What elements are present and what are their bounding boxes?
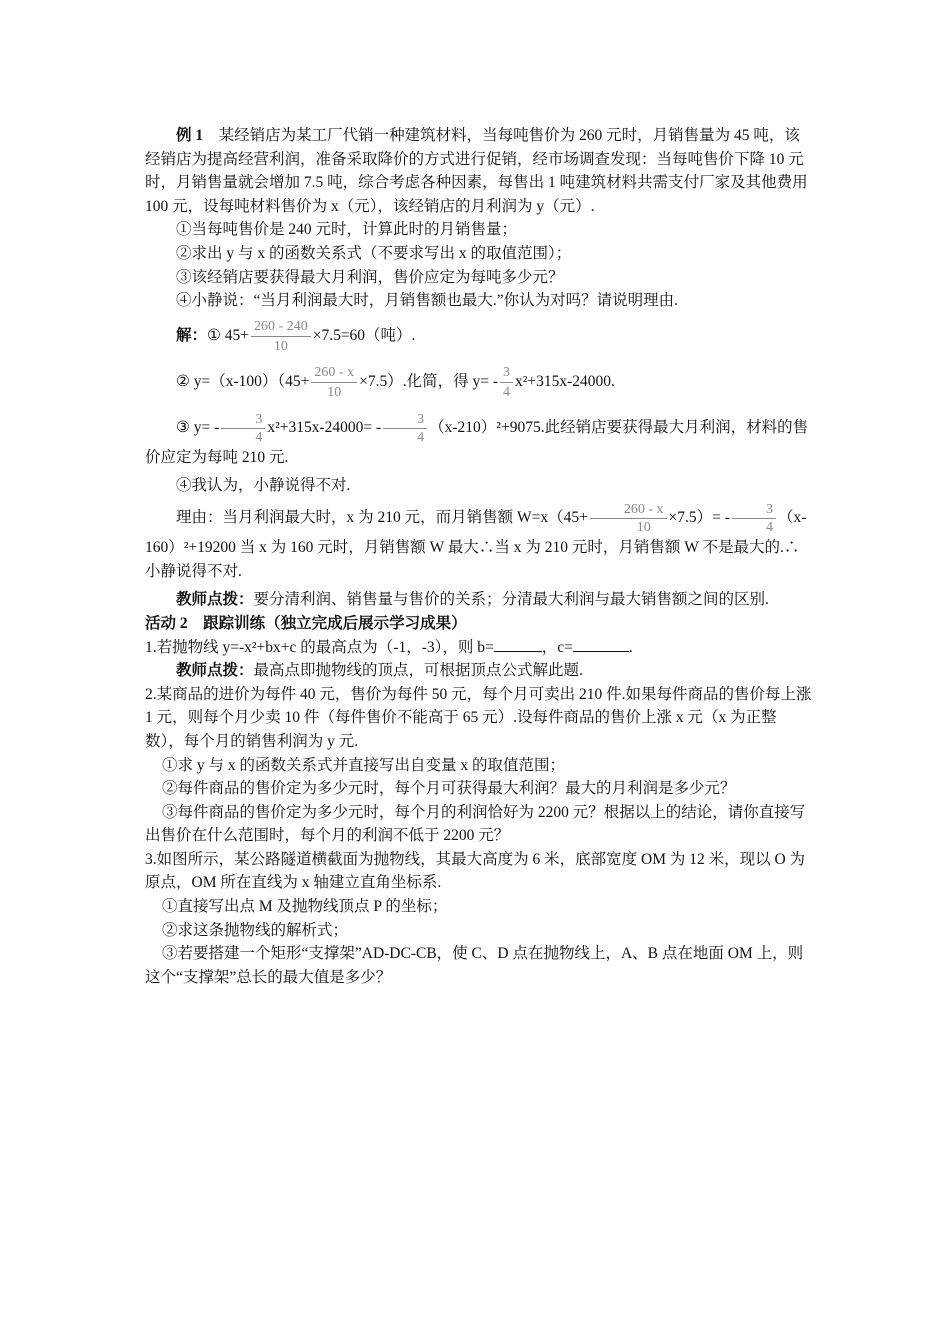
problem-1-pre: 1.若抛物线 y=-x²+bx+c 的最高点为（-1，-3），则 b= [145, 638, 494, 656]
teacher-tip-2 [145, 659, 813, 683]
problem-2-question-3: ③每件商品的售价定为多少元时，每个月的利润恰好为 2200 元？根据以上的结论，请你直接写出售价在什么范围时，每个月的利润不低于 2200 元？ [145, 803, 806, 845]
problem-1-mid: ，c= [541, 638, 573, 656]
fraction [732, 501, 776, 536]
solution-2-mid: ×7.5）.化简，得 y= - [359, 372, 498, 390]
teacher-tip-label: 教师点拨： [176, 591, 254, 609]
fraction-denominator: 4 [765, 520, 773, 536]
fraction-denominator: 4 [417, 429, 425, 445]
fraction-numerator: 3 [732, 501, 776, 519]
teacher-tip-label: 教师点拨： [176, 662, 254, 680]
solution-step-4: ④我认为，小静说得不对. [176, 476, 351, 494]
fraction-numerator: 260 - x [311, 363, 357, 383]
fraction-numerator: 3 [221, 411, 265, 429]
fraction-denominator: 10 [273, 338, 288, 354]
fraction [500, 363, 513, 402]
fraction-numerator: 260 - 240 [251, 317, 311, 337]
solution-1-pre: ① 45+ [207, 326, 250, 344]
reason-pre: 理由：当月利润最大时，x 为 210 元，而月销售额 W=x（45+ [176, 509, 588, 527]
problem-3-question-1: ①直接写出点 M 及抛物线顶点 P 的坐标； [162, 898, 448, 916]
fraction [590, 501, 667, 536]
fraction [383, 411, 427, 446]
solution-step-1 [145, 313, 813, 359]
solution-step-3 [145, 411, 813, 470]
solution-step-2 [145, 359, 813, 405]
example1-question-2: ②求出 y 与 x 的函数关系式（不要求写出 x 的取值范围）； [176, 244, 572, 262]
solution-1-post: ×7.5=60（吨）. [312, 326, 416, 344]
example1-label: 例 1 [176, 127, 204, 144]
fraction-denominator: 10 [636, 520, 651, 536]
fraction-denominator: 4 [255, 429, 263, 445]
example1-paragraph [145, 124, 813, 218]
solution-label: 解： [176, 326, 208, 344]
solution-3-post: （x-210）²+9075.此经销店要获得最大月利润，材料的售价应定为每吨 210 元. [145, 418, 809, 466]
fraction-numerator: 3 [500, 363, 513, 383]
problem-3-question-3: ③若要搭建一个矩形“支撑架”AD-DC-CB，使 C、D 点在抛物线上，A、B 点在地面 OM 上，则这个“支撑架”总长的最大值是多少？ [145, 945, 804, 986]
fraction [311, 363, 357, 402]
example1-question-1: ①当每吨售价是 240 元时，计算此时的月销售量； [176, 221, 518, 239]
fraction-denominator: 10 [327, 384, 342, 400]
fraction [251, 317, 311, 356]
document-page [145, 124, 813, 989]
solution-2-post: x²+315x-24000. [515, 372, 615, 390]
fraction-denominator: 4 [503, 384, 510, 400]
reason-post: （x-160）²+19200 当 x 为 160 元时，月销售额 W 最大∴当 x 为 210 元时，月销售额 W 不是最大的.∴小静说得不对. [145, 509, 807, 581]
example1-question-3: ③该经销店要获得最大月利润，售价应定为每吨多少元？ [176, 268, 564, 286]
answer-blank-b[interactable] [494, 637, 542, 652]
teacher-tip-text: 最高点即抛物线的顶点，可根据顶点公式解此题. [253, 662, 583, 680]
fraction-numerator: 260 - x [590, 501, 667, 519]
problem-1-post: . [628, 638, 633, 656]
example1-question-4: ④小静说：“当月利润最大时，月销售额也最大.”你认为对吗？请说明理由. [176, 292, 679, 310]
problem-2: 2.某商品的进价为每件 40 元，售价为每件 50 元，每个月可卖出 210 件.如果每件商品的售价每上涨 1 元，则每个月少卖 10 件（每件售价不能高于 65 元）.设每件商品的售价上涨 x 元（x 为正整数），每个月的销售利润为 y 元. [145, 685, 812, 750]
problem-1 [145, 636, 813, 660]
solution-3-mid: x²+315x-24000= - [267, 418, 382, 436]
teacher-tip-1 [145, 588, 813, 612]
answer-blank-c[interactable] [573, 637, 629, 652]
fraction-numerator: 3 [383, 411, 427, 429]
problem-2-question-1: ①求 y 与 x 的函数关系式并直接写出自变量 x 的取值范围； [162, 756, 566, 774]
activity2-title-text: 活动 2 跟踪训练（独立完成后展示学习成果） [145, 614, 467, 632]
example1-text: 某经销店为某工厂代销一种建筑材料，当每吨售价为 260 元时，月销售量为 45 吨，该经销店为提高经营利润，准备采取降价的方式进行促销，经市场调查发现：当每吨售价下降 10 元时，月销售量就会增加 7.5 吨，综合考虑各种因素，每售出 1 吨建筑材料共需支付厂家及其他费用 100 元，设每吨材料售价为 x（元），该经销店的月利润为 y（元）. [145, 127, 808, 215]
problem-3: 3.如图所示，某公路隧道横截面为抛物线，其最大高度为 6 米，底部宽度 OM 为 12 米，现以 O 为原点，OM 所在直线为 x 轴建立直角坐标系. [145, 850, 806, 892]
teacher-tip-text: 要分清利润、销售量与售价的关系；分清最大利润与最大销售额之间的区别. [253, 591, 769, 609]
problem-3-question-2: ②求这条抛物线的解析式； [162, 921, 349, 939]
fraction [221, 411, 265, 446]
problem-2-question-2: ②每件商品的售价定为多少元时，每个月可获得最大利润？最大的月利润是多少元？ [162, 780, 736, 798]
solution-2-pre: ② y=（x-100）（45+ [176, 372, 310, 390]
solution-3-pre: ③ y= - [176, 418, 220, 436]
solution-reason [145, 501, 813, 584]
reason-mid: ×7.5）= - [668, 509, 730, 527]
activity2-title [145, 612, 813, 636]
